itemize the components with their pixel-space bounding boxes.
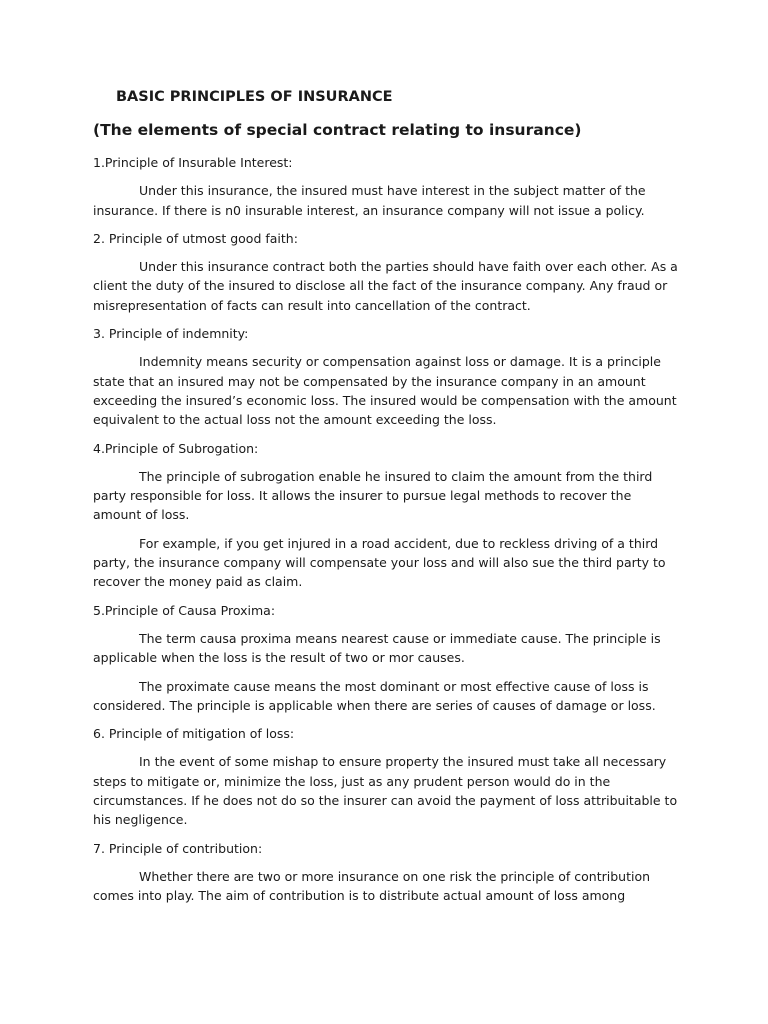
section-paragraph: The proximate cause means the most dominant or most effective cause of loss is considered. The principle is applicable when there are series of causes of damage or loss. [93,678,656,713]
section-mitigation-of-loss [93,724,678,829]
section-paragraph: For example, if you get injured in a road accident, due to reckless driving of a third party, the insurance company will compensate your loss and will also sue the third party to recover the money paid as claim. [93,535,666,590]
section-heading: 7. Principle of contribution: [93,840,263,856]
section-insurable-interest [93,153,678,220]
section-paragraph: The term causa proxima means nearest cause or immediate cause. The principle is applicable when the loss is the result of two or mor causes. [93,630,661,666]
section-heading: 2. Principle of utmost good faith: [93,230,298,246]
section-heading: 6. Principle of mitigation of loss: [93,726,295,742]
section-heading: 3. Principle of indemnity: [93,326,249,342]
document-title: BASIC PRINCIPLES OF INSURANCE [116,89,393,105]
section-paragraph: Whether there are two or more insurance on one risk the principle of contribution comes into play. The aim of contribution is to distribute actual amount of loss among [93,868,651,904]
section-heading: 5.Principle of Causa Proxima: [93,602,276,618]
section-causa-proxima [93,601,678,715]
section-paragraph: Indemnity means security or compensation against loss or damage. It is a principle state that an insured may not be compensated by the insurance company in an amount exceeding the insured’s economic loss. The insured would be compensation with the amount equivalent to the actual loss not the amount exceeding the loss. [93,354,677,428]
section-contribution [93,839,678,906]
section-subrogation [93,439,678,592]
section-heading: 1.Principle of Insurable Interest: [93,155,293,170]
section-paragraph: The principle of subrogation enable he insured to claim the amount from the third party responsible for loss. It allows the insurer to pursue legal methods to recover the amount of loss. [93,468,653,523]
document-body [93,153,678,906]
section-paragraph: In the event of some mishap to ensure property the insured must take all necessary steps to mitigate or, minimize the loss, just as any prudent person would do in the circumstances. If he does not do so the insurer can avoid the payment of loss attribuitable to his negligence. [93,754,678,828]
section-paragraph: Under this insurance, the insured must have interest in the subject matter of the insurance. If there is n0 insurable interest, an insurance company will not issue a policy. [93,183,646,218]
document-subtitle: (The elements of special contract relating to insurance) [93,121,582,139]
section-indemnity [93,324,678,429]
section-paragraph: Under this insurance contract both the parties should have faith over each other. As a client the duty of the insured to disclose all the fact of the insurance company. Any fraud or misrepresentation of facts can result into cancellation of the contract. [93,259,678,313]
section-heading: 4.Principle of Subrogation: [93,440,259,456]
section-utmost-good-faith [93,229,678,315]
